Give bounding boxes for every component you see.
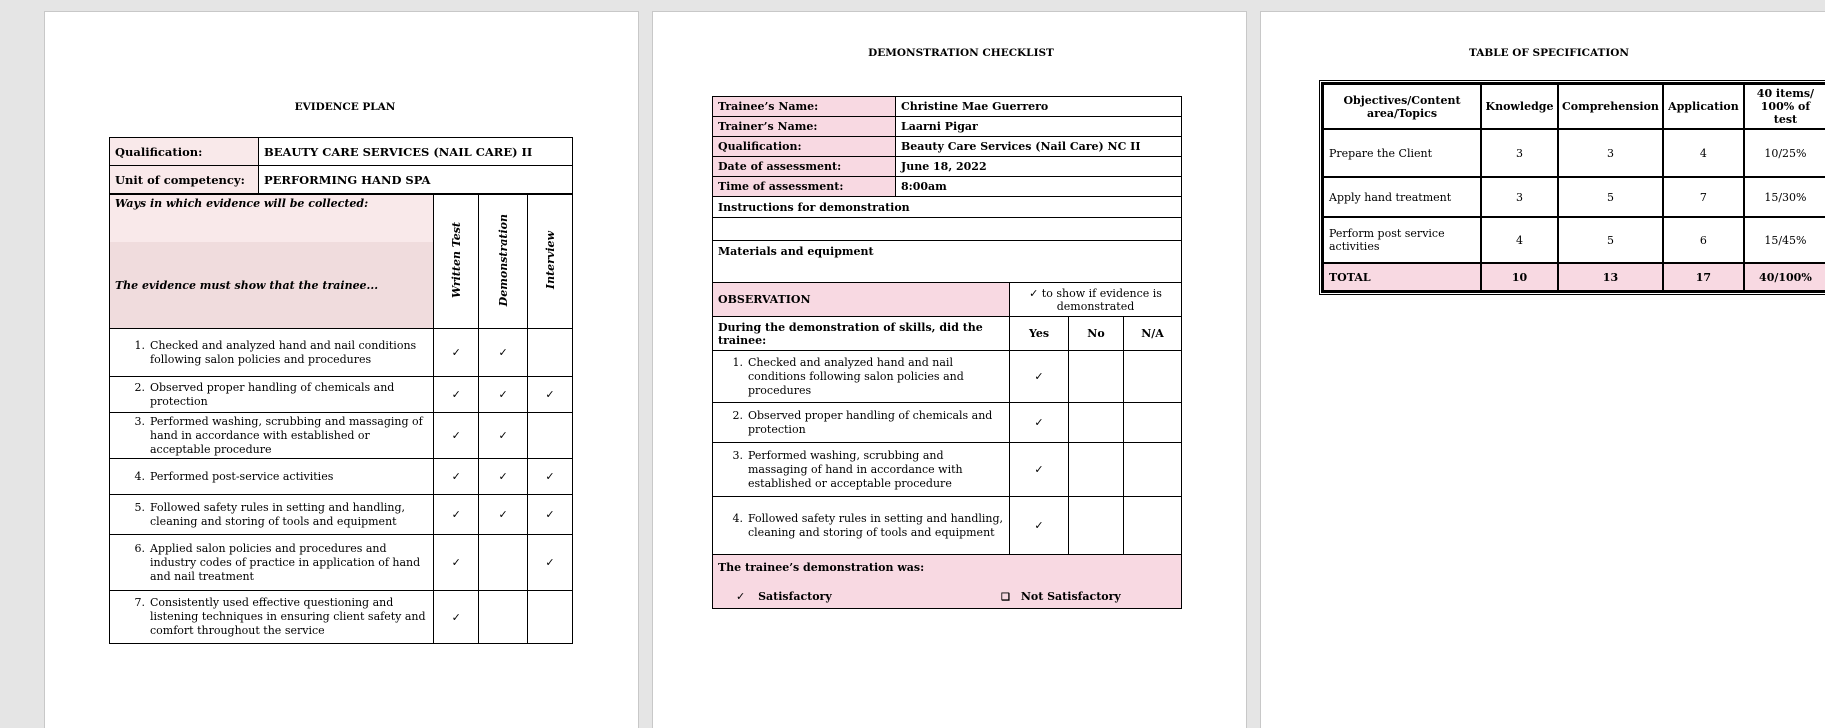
qualification-label: Qualification: xyxy=(110,138,259,166)
checklist-item-row xyxy=(713,497,1182,555)
col-yes: Yes xyxy=(1010,317,1069,351)
unit-value: PERFORMING HAND SPA xyxy=(259,166,573,194)
demonstration-check[interactable]: ✓ xyxy=(479,413,528,459)
checkbox-icon: ❑ xyxy=(1001,591,1010,603)
must-show-label: The evidence must show that the trainee... xyxy=(110,242,433,328)
ways-label: Ways in which evidence will be collected: xyxy=(110,195,433,242)
interview-check[interactable]: ✓ xyxy=(528,377,573,413)
result-label: The trainee’s demonstration was: xyxy=(718,560,925,574)
evidence-item-row xyxy=(110,413,573,459)
tos-application: 6 xyxy=(1663,217,1744,263)
checklist-field-row xyxy=(713,137,1182,157)
result-section xyxy=(713,555,1182,609)
method-demonstration: Demonstration xyxy=(479,195,528,329)
written-test-check[interactable]: ✓ xyxy=(434,495,479,535)
tos-comprehension: 5 xyxy=(1558,177,1663,217)
question-label: During the demonstration of skills, did the trainee: xyxy=(713,317,1010,351)
method-interview: Interview xyxy=(528,195,573,329)
checklist-item-text: 2. Observed proper handling of chemicals and protection xyxy=(713,403,1010,443)
demonstration-check[interactable]: ✓ xyxy=(479,459,528,495)
written-test-check[interactable]: ✓ xyxy=(434,459,479,495)
checklist-field-row xyxy=(713,177,1182,197)
field-label: Date of assessment: xyxy=(713,157,896,177)
evidence-plan-table xyxy=(109,194,573,644)
tos-knowledge: 3 xyxy=(1481,129,1558,177)
evidence-item-row xyxy=(110,495,573,535)
tos-table-frame xyxy=(1319,80,1825,295)
tos-header-comprehension: Comprehension xyxy=(1558,84,1663,129)
interview-check[interactable] xyxy=(528,413,573,459)
instructions-label: Instructions for demonstration xyxy=(713,197,1182,218)
tos-row xyxy=(1323,177,1825,217)
interview-check[interactable] xyxy=(528,591,573,644)
tos-application: 4 xyxy=(1663,129,1744,177)
field-value[interactable]: Laarni Pigar xyxy=(896,117,1182,137)
demonstration-check[interactable] xyxy=(479,535,528,591)
field-value[interactable]: 8:00am xyxy=(896,177,1182,197)
checklist-item-row xyxy=(713,351,1182,403)
checklist-item-row xyxy=(713,443,1182,497)
evidence-item-row xyxy=(110,591,573,644)
field-value[interactable]: June 18, 2022 xyxy=(896,157,1182,177)
no-check[interactable] xyxy=(1069,497,1124,555)
evidence-plan-header-table xyxy=(109,137,573,194)
tos-total: 10/25% xyxy=(1744,129,1825,177)
tos-comprehension: 5 xyxy=(1558,217,1663,263)
checklist-field-row xyxy=(713,157,1182,177)
demonstration-check[interactable]: ✓ xyxy=(479,329,528,377)
tos-header-application: Application xyxy=(1663,84,1744,129)
checklist-field-row xyxy=(713,117,1182,137)
page-evidence-plan xyxy=(44,11,639,728)
tos-knowledge: 4 xyxy=(1481,217,1558,263)
evidence-plan-title: EVIDENCE PLAN xyxy=(294,101,396,113)
demo-checklist-table xyxy=(712,96,1182,609)
demonstration-check[interactable]: ✓ xyxy=(479,377,528,413)
tos-header-knowledge: Knowledge xyxy=(1481,84,1558,129)
tos-comprehension: 13 xyxy=(1558,263,1663,291)
tos-topic: Perform post service activities xyxy=(1323,217,1481,263)
interview-check[interactable]: ✓ xyxy=(528,495,573,535)
tos-table xyxy=(1322,83,1825,292)
no-check[interactable] xyxy=(1069,351,1124,403)
demo-checklist-title: DEMONSTRATION CHECKLIST xyxy=(868,47,1054,59)
checklist-item-text: 4. Followed safety rules in setting and handling, cleaning and storing of tools and equipment xyxy=(713,497,1010,555)
yes-check[interactable]: ✓ xyxy=(1010,351,1069,403)
no-check[interactable] xyxy=(1069,443,1124,497)
tos-header-topics: Objectives/Content area/Topics xyxy=(1323,84,1481,129)
tos-total: 15/45% xyxy=(1744,217,1825,263)
written-test-check[interactable]: ✓ xyxy=(434,413,479,459)
tos-total-row xyxy=(1323,263,1825,291)
na-check[interactable] xyxy=(1124,351,1182,403)
tos-comprehension: 3 xyxy=(1558,129,1663,177)
interview-check[interactable]: ✓ xyxy=(528,535,573,591)
no-check[interactable] xyxy=(1069,403,1124,443)
unit-label: Unit of competency: xyxy=(110,166,259,194)
observation-label: OBSERVATION xyxy=(713,283,1010,317)
evidence-note: ✓ to show if evidence is demonstrated xyxy=(1010,283,1182,317)
satisfactory-option[interactable] xyxy=(718,590,1001,603)
field-label: Trainer’s Name: xyxy=(713,117,896,137)
interview-check[interactable] xyxy=(528,329,573,377)
satisfactory-label: Satisfactory xyxy=(758,589,832,603)
interview-check[interactable]: ✓ xyxy=(528,459,573,495)
method-written-test: Written Test xyxy=(434,195,479,329)
evidence-item-text: 7. Consistently used effective questioning and listening techniques in ensuring client safety and comfort throughout the service xyxy=(110,591,434,644)
tos-knowledge: 10 xyxy=(1481,263,1558,291)
na-check[interactable] xyxy=(1124,497,1182,555)
written-test-check[interactable]: ✓ xyxy=(434,377,479,413)
evidence-item-text: 3. Performed washing, scrubbing and massaging of hand in accordance with established or acceptable procedure xyxy=(110,413,434,459)
checklist-item-text: 3. Performed washing, scrubbing and massaging of hand in accordance with established or acceptable procedure xyxy=(713,443,1010,497)
na-check[interactable] xyxy=(1124,403,1182,443)
field-label: Qualification: xyxy=(713,137,896,157)
tos-topic: Apply hand treatment xyxy=(1323,177,1481,217)
tos-header-total: 40 items/ 100% of test xyxy=(1744,84,1825,129)
evidence-item-row xyxy=(110,329,573,377)
written-test-check[interactable]: ✓ xyxy=(434,535,479,591)
tos-title: TABLE OF SPECIFICATION xyxy=(1468,47,1630,59)
tos-topic: TOTAL xyxy=(1323,263,1481,291)
page-demonstration-checklist xyxy=(652,11,1247,728)
evidence-item-text: 4. Performed post-service activities xyxy=(110,459,434,495)
materials-label: Materials and equipment xyxy=(713,241,1182,283)
tos-topic: Prepare the Client xyxy=(1323,129,1481,177)
tos-row xyxy=(1323,129,1825,177)
evidence-item-text: 2. Observed proper handling of chemicals and protection xyxy=(110,377,434,413)
checklist-field-row xyxy=(713,97,1182,117)
tos-application: 17 xyxy=(1663,263,1744,291)
evidence-item-row xyxy=(110,459,573,495)
field-label: Time of assessment: xyxy=(713,177,896,197)
col-no: No xyxy=(1069,317,1124,351)
tos-total: 40/100% xyxy=(1744,263,1825,291)
yes-check[interactable]: ✓ xyxy=(1010,403,1069,443)
checklist-item-row xyxy=(713,403,1182,443)
field-label: Trainee’s Name: xyxy=(713,97,896,117)
instructions-field[interactable] xyxy=(713,218,1182,241)
demonstration-check[interactable]: ✓ xyxy=(479,495,528,535)
demonstration-check[interactable] xyxy=(479,591,528,644)
tos-total: 15/30% xyxy=(1744,177,1825,217)
col-na: N/A xyxy=(1124,317,1182,351)
tos-application: 7 xyxy=(1663,177,1744,217)
yes-check[interactable]: ✓ xyxy=(1010,443,1069,497)
not-satisfactory-option[interactable] xyxy=(1001,590,1121,603)
tos-row xyxy=(1323,217,1825,263)
evidence-item-text: 1. Checked and analyzed hand and nail conditions following salon policies and procedures xyxy=(110,329,434,377)
evidence-item-row xyxy=(110,535,573,591)
evidence-item-text: 6. Applied salon policies and procedures and industry codes of practice in application of hand and nail treatment xyxy=(110,535,434,591)
qualification-value: BEAUTY CARE SERVICES (NAIL CARE) II xyxy=(259,138,573,166)
tos-knowledge: 3 xyxy=(1481,177,1558,217)
written-test-check[interactable]: ✓ xyxy=(434,329,479,377)
not-satisfactory-label: Not Satisfactory xyxy=(1020,589,1121,603)
field-value[interactable]: Beauty Care Services (Nail Care) NC II xyxy=(896,137,1182,157)
page-table-of-specification xyxy=(1260,11,1825,728)
yes-check[interactable]: ✓ xyxy=(1010,497,1069,555)
evidence-item-row xyxy=(110,377,573,413)
na-check[interactable] xyxy=(1124,443,1182,497)
checklist-item-text: 1. Checked and analyzed hand and nail conditions following salon policies and procedures xyxy=(713,351,1010,403)
field-value[interactable]: Christine Mae Guerrero xyxy=(896,97,1182,117)
evidence-item-text: 5. Followed safety rules in setting and handling, cleaning and storing of tools and equipment xyxy=(110,495,434,535)
written-test-check[interactable]: ✓ xyxy=(434,591,479,644)
check-icon: ✓ xyxy=(736,589,746,603)
